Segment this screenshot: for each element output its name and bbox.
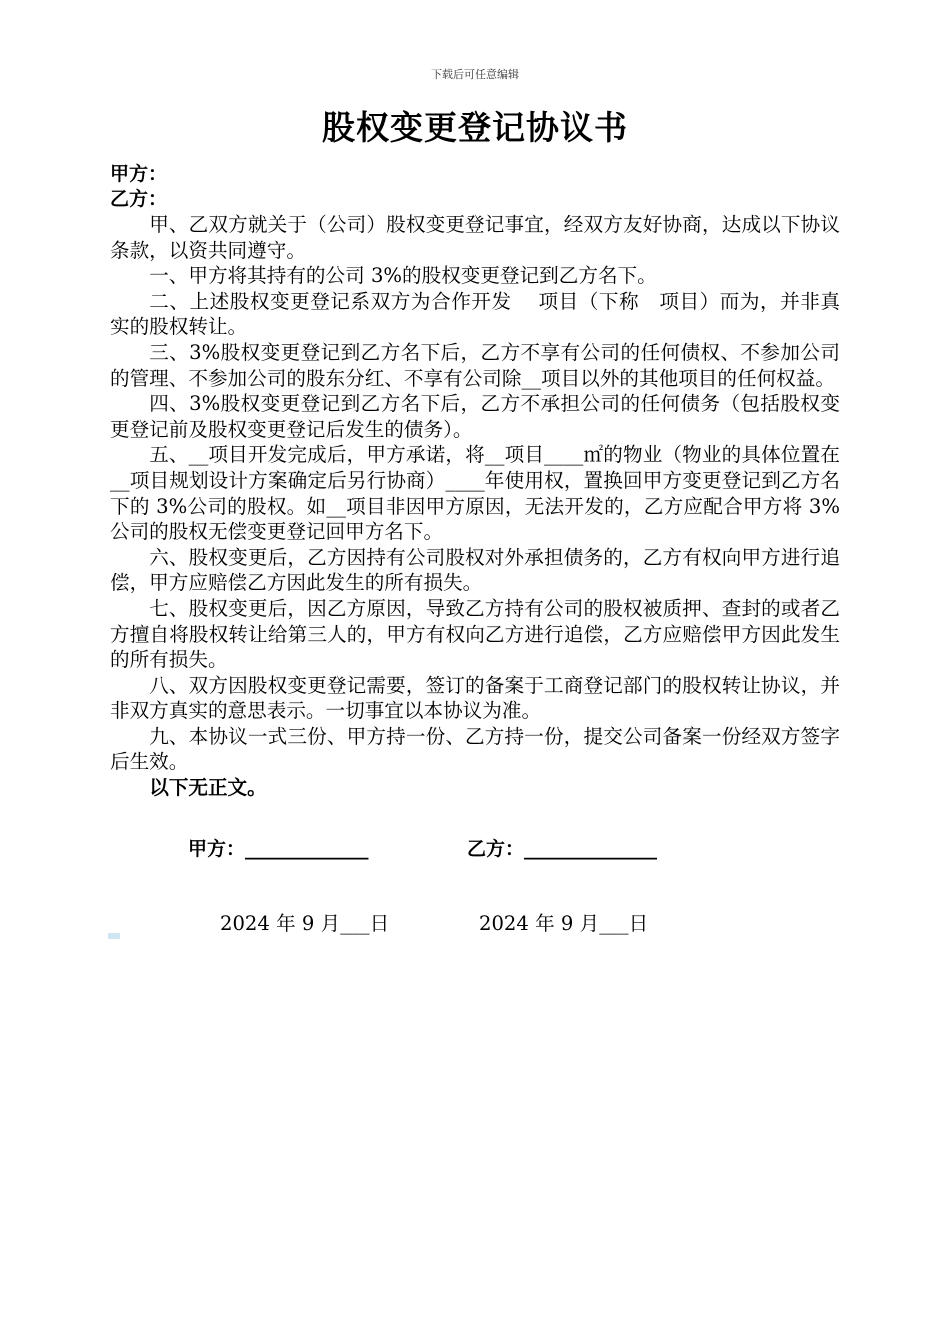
signature-party-a: 甲方：_____________ (188, 838, 369, 860)
clause-8: 八、双方因股权变更登记需要，签订的备案于工商登记部门的股权转让协议，并非双方真实的意思表示。一切事宜以本协议为准。 (110, 673, 840, 723)
section-marker (108, 933, 120, 939)
clause-2: 二、上述股权变更登记系双方为合作开发 项目（下称 项目）而为，并非真实的股权转让。 (110, 289, 840, 339)
header-note: 下载后可任意编辑 (431, 68, 519, 81)
party-a-label: 甲方： (110, 163, 168, 185)
signature-party-b: 乙方：______________ (467, 838, 658, 860)
document-title: 股权变更登记协议书 (322, 108, 628, 147)
party-b-label: 乙方： (110, 188, 168, 210)
clause-7: 七、股权变更后，因乙方原因，导致乙方持有公司的股权被质押、查封的或者乙方擅自将股权转让给第三人的，甲方有权向乙方进行追偿，乙方应赔偿甲方因此发生的所有损失。 (110, 596, 840, 672)
clause-9: 九、本协议一式三份、甲方持一份、乙方持一份，提交公司备案一份经双方签字后生效。 (110, 724, 840, 774)
date-party-b: 2024 年 9 月___日 (479, 912, 649, 935)
date-party-a: 2024 年 9 月___日 (220, 912, 390, 935)
intro-paragraph: 甲、乙双方就关于（公司）股权变更登记事宜，经双方友好协商，达成以下协议条款，以资共同遵守。 (110, 213, 840, 262)
agreement-body (110, 212, 840, 801)
clause-3: 三、3%股权变更登记到乙方名下后，乙方不享有公司的任何债权、不参加公司的管理、不参加公司的股东分红、不享有公司除__项目以外的其他项目的任何权益。 (110, 340, 840, 390)
clause-4: 四、3%股权变更登记到乙方名下后，乙方不承担公司的任何债务（包括股权变更登记前及股权变更登记后发生的债务）。 (110, 392, 840, 441)
clause-1: 一、甲方将其持有的公司 3%的股权变更登记到乙方名下。 (149, 264, 657, 288)
closing-statement: 以下无正文。 (149, 776, 267, 800)
clause-6: 六、股权变更后，乙方因持有公司股权对外承担债务的，乙方有权向甲方进行追偿，甲方应赔偿乙方因此发生的所有损失。 (110, 545, 840, 595)
clause-5: 五、__项目开发完成后，甲方承诺，将__项目____㎡的物业（物业的具体位置在__项目规划设计方案确定后另行协商）____年使用权，置换回甲方变更登记到乙方名下的 3%公司的股权。如__项目非因甲方原因，无法开发的，乙方应配合甲方将 3%公司的股权无偿变更登记回甲方名下。 (110, 443, 840, 544)
